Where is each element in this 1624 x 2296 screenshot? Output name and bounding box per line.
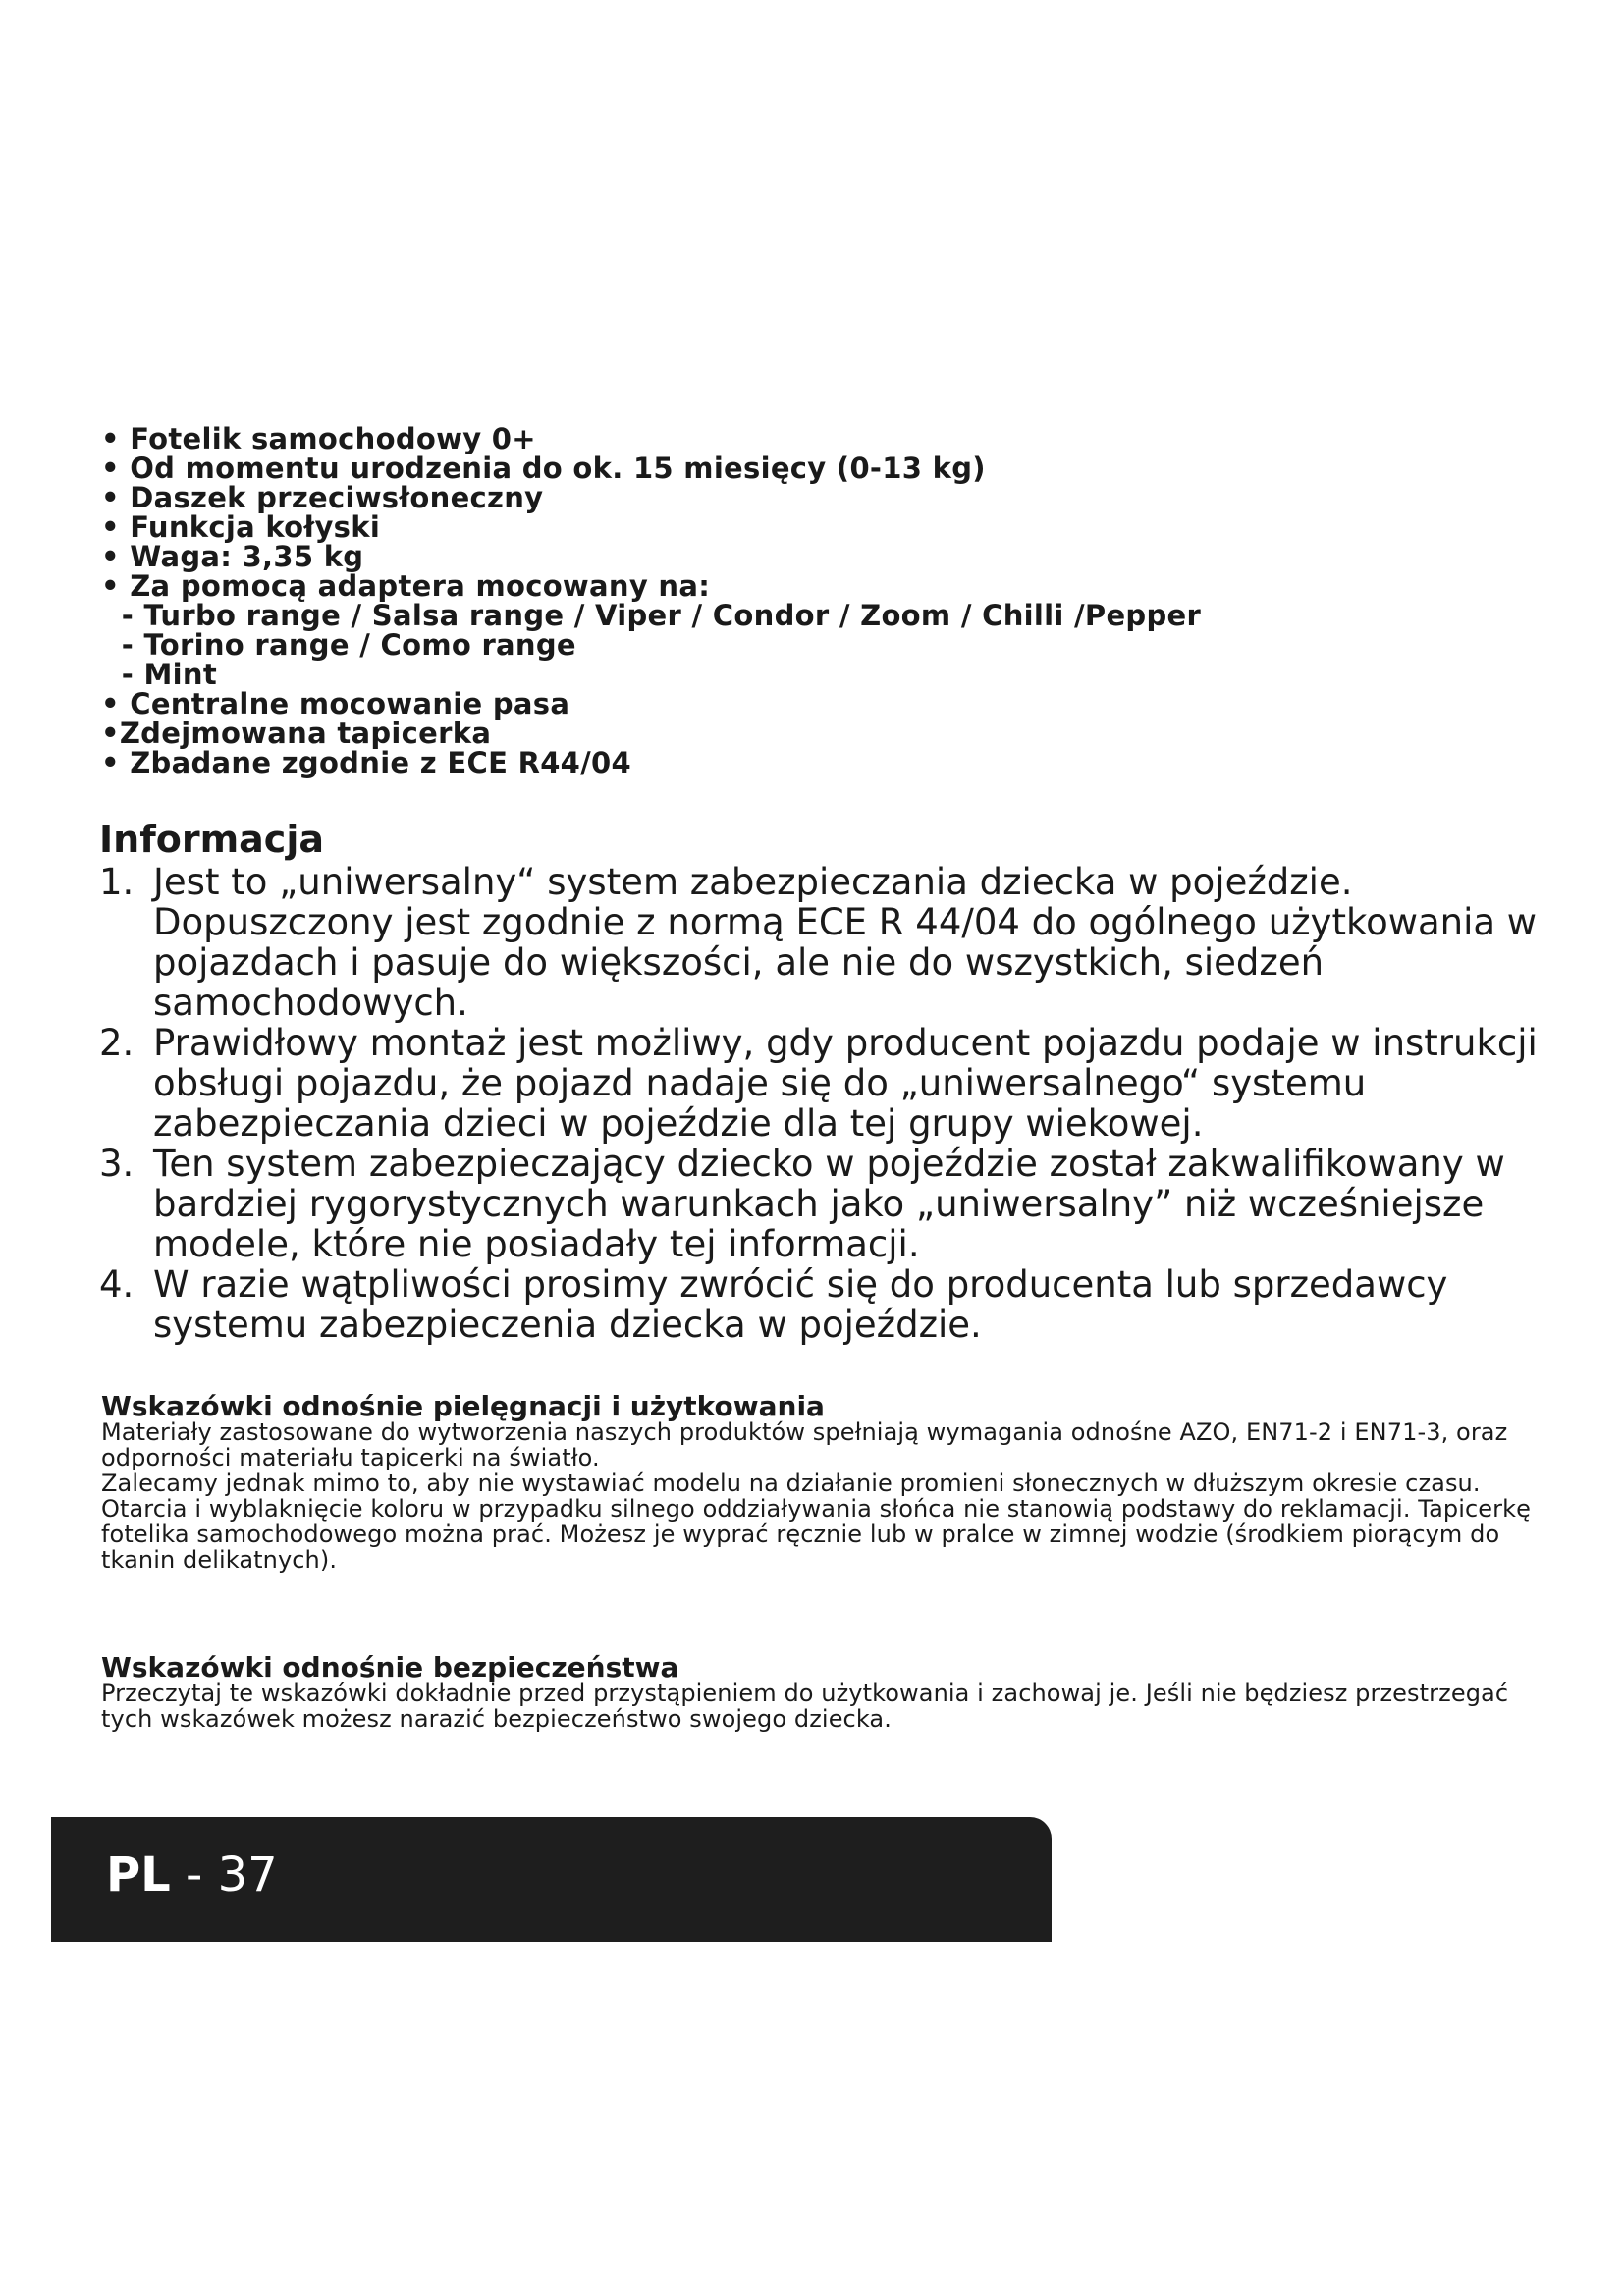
- item-text: Prawidłowy montaż jest możliwy, gdy producent pojazdu podaje w instrukcji obsługi pojazdu, że pojazd nadaje się do „uniwersalnego“ systemu zabezpieczania dzieci w pojeździe dla tej grupy wiekowej.: [153, 1022, 1538, 1145]
- care-heading: Wskazówki odnośnie pielęgnacji i użytkowania: [101, 1390, 825, 1422]
- item-text: Jest to „uniwersalny“ system zabezpieczania dziecka w pojeździe. Dopuszczony jest zgodnie z normą ECE R 44/04 do ogólnego użytkowania w pojazdach i pasuje do większości, ale nie do wszystkich, siedzeń samochodowych.: [153, 861, 1538, 1024]
- feature-item: • Za pomocą adaptera mocowany na:: [101, 569, 711, 603]
- information-item: [99, 1023, 1552, 1144]
- feature-list: [101, 424, 1279, 777]
- information-item: [99, 862, 1552, 1023]
- language-code: PL: [106, 1847, 171, 1902]
- care-section: [101, 1390, 1554, 1574]
- feature-item: • Zbadane zgodnie z ECE R44/04: [101, 746, 632, 779]
- feature-item: • Centralne mocowanie pasa: [101, 687, 570, 721]
- item-number: 3.: [99, 1143, 135, 1185]
- care-paragraph: Zalecamy jednak mimo to, aby nie wystawiać modelu na działanie promieni słonecznych w dłuższym okresie czasu. Otarcia i wyblaknięcie koloru w przypadku silnego oddziaływania słońca nie stanowią podstawy do reklamacji. Tapicerkę fotelika samochodowego można prać. Możesz je wyprać ręcznie lub w pralce w zimnej wodzie (środkiem piorącym do tkanin delikatnych).: [101, 1469, 1531, 1574]
- page-number-label: [106, 1841, 278, 1909]
- safety-section: [101, 1651, 1554, 1733]
- feature-item: • Funkcja kołyski: [101, 510, 381, 544]
- feature-subitem: - Torino range / Como range: [101, 628, 576, 662]
- feature-item: • Daszek przeciwsłoneczny: [101, 481, 544, 514]
- safety-heading: Wskazówki odnośnie bezpieczeństwa: [101, 1651, 679, 1683]
- information-section: [99, 819, 1552, 1345]
- item-number: 4.: [99, 1263, 135, 1306]
- item-text: Ten system zabezpieczający dziecko w pojeździe został zakwalifikowany w bardziej rygorystycznych warunkach jako „uniwersalny” niż wcześniejsze modele, które nie posiadały tej informacji.: [153, 1143, 1505, 1265]
- information-item: [99, 1264, 1552, 1345]
- feature-item: •Zdejmowana tapicerka: [101, 717, 492, 750]
- feature-item: • Waga: 3,35 kg: [101, 540, 364, 573]
- safety-paragraph: Przeczytaj te wskazówki dokładnie przed przystąpieniem do użytkowania i zachowaj je. Jeśli nie będziesz przestrzegać tych wskazówek możesz narazić bezpieczeństwo swojego dziecka.: [101, 1680, 1509, 1733]
- feature-item: • Od momentu urodzenia do ok. 15 miesięcy (0-13 kg): [101, 452, 986, 485]
- information-heading: Informacja: [99, 818, 325, 861]
- item-number: 2.: [99, 1022, 135, 1064]
- feature-item: • Fotelik samochodowy 0+: [101, 422, 536, 455]
- information-item: [99, 1144, 1552, 1264]
- page-number: 37: [217, 1847, 278, 1902]
- page-footer-bar: [51, 1817, 1052, 1942]
- feature-subitem: - Mint: [101, 658, 218, 691]
- item-text: W razie wątpliwości prosimy zwrócić się do producenta lub sprzedawcy systemu zabezpieczenia dziecka w pojeździe.: [153, 1263, 1448, 1346]
- item-number: 1.: [99, 861, 135, 903]
- feature-subitem: - Turbo range / Salsa range / Viper / Condor / Zoom / Chilli /Pepper: [101, 599, 1202, 632]
- separator: -: [170, 1847, 218, 1902]
- information-list: [99, 862, 1552, 1345]
- care-paragraph: Materiały zastosowane do wytworzenia naszych produktów spełniają wymagania odnośne AZO, EN71-2 i EN71-3, oraz odporności materiału tapicerki na światło.: [101, 1418, 1508, 1471]
